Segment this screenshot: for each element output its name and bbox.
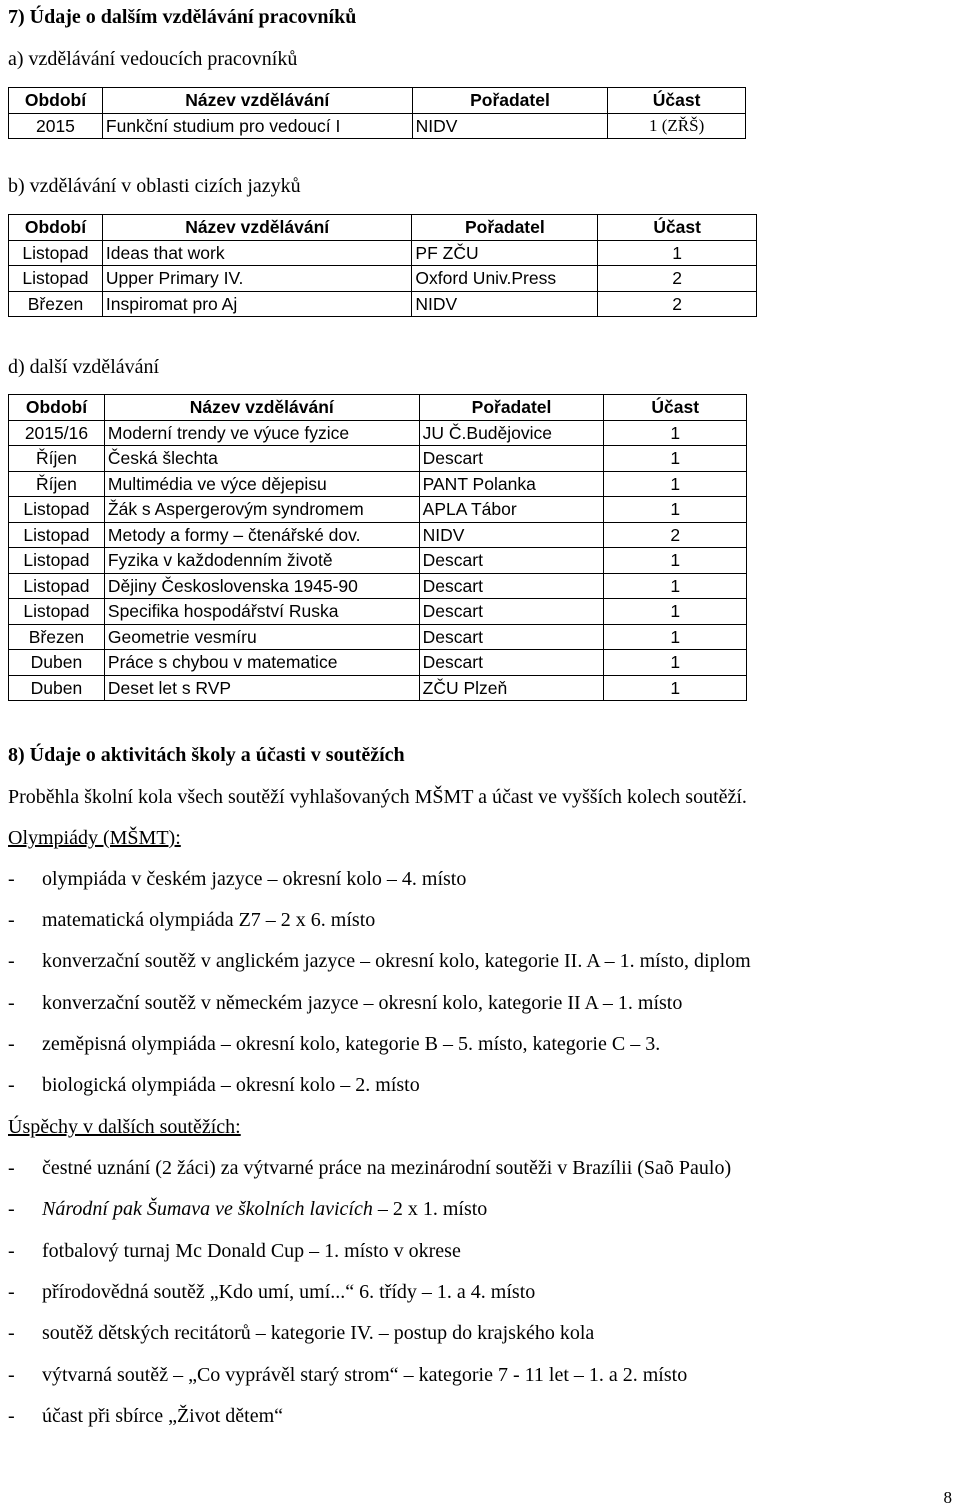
- participation-cell: 1: [604, 599, 747, 625]
- list-dash: -: [8, 1074, 15, 1096]
- period-cell: Listopad: [9, 497, 105, 523]
- organizer-cell: Descart: [419, 650, 604, 676]
- success-text: přírodovědná soutěž „Kdo umí, umí...“ 6. třídy – 1. a 4. místo: [42, 1280, 536, 1303]
- course-name-cell: Deset let s RVP: [104, 675, 419, 701]
- other-successes-label: Úspěchy v dalších soutěžích:: [8, 1116, 241, 1138]
- participation-cell: 2: [598, 266, 757, 292]
- period-cell: Listopad: [9, 548, 105, 574]
- participation-cell: 1: [604, 446, 747, 472]
- success-item: [8, 1405, 283, 1428]
- column-header: Účast: [598, 215, 757, 241]
- column-header: Účast: [604, 395, 747, 421]
- success-item: [8, 1157, 731, 1180]
- success-text: fotbalový turnaj Mc Donald Cup – 1. místo v okrese: [42, 1239, 461, 1262]
- olympiad-text: biologická olympiáda – okresní kolo – 2. místo: [42, 1074, 420, 1096]
- page-number: 8: [943, 1488, 952, 1507]
- column-header: Období: [9, 395, 105, 421]
- list-dash: -: [8, 1157, 15, 1179]
- table-row: [9, 497, 747, 523]
- column-header: Název vzdělávání: [102, 88, 412, 114]
- organizer-cell: Descart: [419, 599, 604, 625]
- list-dash: -: [8, 1239, 15, 1262]
- olympiad-item: [8, 1033, 660, 1056]
- course-name-cell: Práce s chybou v matematice: [104, 650, 419, 676]
- olympiad-text: matematická olympiáda Z7 – 2 x 6. místo: [42, 909, 376, 932]
- olympiad-text: konverzační soutěž v anglickém jazyce – okresní kolo, kategorie II. A – 1. místo, diplom: [42, 950, 751, 973]
- organizer-cell: Descart: [419, 446, 604, 472]
- participation-cell: 2: [604, 522, 747, 548]
- list-dash: -: [8, 1404, 15, 1427]
- list-dash: -: [8, 950, 15, 973]
- table-header-row: [9, 395, 747, 421]
- success-item: [8, 1198, 487, 1221]
- table-row: [9, 522, 747, 548]
- list-dash: -: [8, 868, 15, 890]
- column-header: Pořadatel: [419, 395, 604, 421]
- table-row: [9, 446, 747, 472]
- participation-cell: 1: [604, 548, 747, 574]
- period-cell: Listopad: [9, 266, 103, 292]
- table-row: [9, 240, 757, 266]
- table-row: [9, 599, 747, 625]
- participation-cell: 1: [598, 240, 757, 266]
- period-cell: Listopad: [9, 240, 103, 266]
- period-cell: Listopad: [9, 599, 105, 625]
- olympiad-text: zeměpisná olympiáda – okresní kolo, kategorie B – 5. místo, kategorie C – 3.: [42, 1032, 661, 1055]
- participation-cell: 1: [604, 420, 747, 446]
- section-8-intro: Proběhla školní kola všech soutěží vyhlašovaných MŠMT a účast ve vyšších kolech soutěží.: [8, 786, 747, 808]
- list-dash: -: [8, 991, 15, 1014]
- success-text: výtvarná soutěž – „Co vyprávěl starý strom“ – kategorie 7 - 11 let – 1. a 2. místo: [42, 1363, 688, 1386]
- organizer-cell: NIDV: [419, 522, 604, 548]
- period-cell: 2015/16: [9, 420, 105, 446]
- section-8-heading: 8) Údaje o aktivitách školy a účasti v soutěžích: [8, 744, 405, 766]
- course-name-cell: Geometrie vesmíru: [104, 624, 419, 650]
- table-row: [9, 471, 747, 497]
- olympiad-text: konverzační soutěž v německém jazyce – okresní kolo, kategorie II A – 1. místo: [42, 991, 683, 1014]
- organizer-cell: ZČU Plzeň: [419, 675, 604, 701]
- participation-cell: 1: [604, 497, 747, 523]
- course-name-cell: Multimédia ve výce dějepisu: [104, 471, 419, 497]
- table-row: [9, 573, 747, 599]
- participation-cell: 1 (ZŘŠ): [608, 113, 746, 139]
- organizer-cell: NIDV: [412, 113, 608, 139]
- success-text: – 2 x 1. místo: [372, 1198, 488, 1221]
- table-row: [9, 420, 747, 446]
- olympiad-item: [8, 950, 751, 973]
- list-dash: -: [8, 1280, 15, 1303]
- participation-cell: 1: [604, 624, 747, 650]
- organizer-cell: Descart: [419, 548, 604, 574]
- success-item: [8, 1364, 687, 1387]
- course-name-cell: Moderní trendy ve výuce fyzice: [104, 420, 419, 446]
- period-cell: Duben: [9, 650, 105, 676]
- table-other-education: [8, 394, 747, 701]
- period-cell: Březen: [9, 624, 105, 650]
- column-header: Účast: [608, 88, 746, 114]
- table-row: [9, 650, 747, 676]
- organizer-cell: APLA Tábor: [419, 497, 604, 523]
- period-cell: Březen: [9, 291, 103, 317]
- table-row: [9, 624, 747, 650]
- column-header: Období: [9, 215, 103, 241]
- success-text: čestné uznání (2 žáci) za výtvarné práce na mezinárodní soutěži v Brazílii (Saõ Paulo): [42, 1157, 732, 1179]
- course-name-cell: Metody a formy – čtenářské dov.: [104, 522, 419, 548]
- list-dash: -: [8, 1032, 15, 1055]
- list-dash: -: [8, 1198, 15, 1221]
- olympiad-item: [8, 909, 375, 932]
- table-header-row: [9, 215, 757, 241]
- period-cell: Duben: [9, 675, 105, 701]
- section-7-heading: 7) Údaje o dalším vzdělávání pracovníků: [8, 6, 357, 28]
- period-cell: Listopad: [9, 522, 105, 548]
- success-italic-title: Národní pak Šumava ve školních lavicích: [42, 1198, 373, 1221]
- course-name-cell: Fyzika v každodenním životě: [104, 548, 419, 574]
- table-row: [9, 548, 747, 574]
- organizer-cell: PANT Polanka: [419, 471, 604, 497]
- table-row: [9, 113, 746, 139]
- olympiad-text: olympiáda v českém jazyce – okresní kolo – 4. místo: [42, 868, 467, 890]
- period-cell: Říjen: [9, 446, 105, 472]
- success-text: účast při sbírce „Život dětem“: [42, 1404, 284, 1427]
- olympiads-label: Olympiády (MŠMT):: [8, 827, 181, 849]
- olympiad-item: [8, 992, 682, 1015]
- column-header: Název vzdělávání: [104, 395, 419, 421]
- subsection-b-label: b) vzdělávání v oblasti cizích jazyků: [8, 175, 301, 197]
- column-header: Pořadatel: [412, 88, 608, 114]
- course-name-cell: Žák s Aspergerovým syndromem: [104, 497, 419, 523]
- subsection-d-label: d) další vzdělávání: [8, 356, 160, 378]
- subsection-a-label: a) vzdělávání vedoucích pracovníků: [8, 48, 298, 70]
- course-name-cell: Inspiromat pro Aj: [102, 291, 412, 317]
- course-name-cell: Funkční studium pro vedoucí I: [102, 113, 412, 139]
- course-name-cell: Česká šlechta: [104, 446, 419, 472]
- table-row: [9, 675, 747, 701]
- participation-cell: 1: [604, 573, 747, 599]
- organizer-cell: JU Č.Budějovice: [419, 420, 604, 446]
- column-header: Název vzdělávání: [102, 215, 412, 241]
- organizer-cell: PF ZČU: [412, 240, 598, 266]
- participation-cell: 1: [604, 650, 747, 676]
- success-item: [8, 1240, 461, 1263]
- course-name-cell: Upper Primary IV.: [102, 266, 412, 292]
- success-item: [8, 1281, 535, 1304]
- participation-cell: 1: [604, 675, 747, 701]
- organizer-cell: Oxford Univ.Press: [412, 266, 598, 292]
- table-row: [9, 291, 757, 317]
- column-header: Období: [9, 88, 103, 114]
- table-leaders-education: [8, 87, 746, 139]
- course-name-cell: Specifika hospodářství Ruska: [104, 599, 419, 625]
- list-dash: -: [8, 1363, 15, 1386]
- table-language-education: [8, 214, 757, 317]
- success-item: [8, 1322, 594, 1345]
- period-cell: Listopad: [9, 573, 105, 599]
- participation-cell: 1: [604, 471, 747, 497]
- success-text: soutěž dětských recitátorů – kategorie IV. – postup do krajského kola: [42, 1322, 595, 1345]
- column-header: Pořadatel: [412, 215, 598, 241]
- list-dash: -: [8, 1322, 15, 1345]
- table-header-row: [9, 88, 746, 114]
- participation-cell: 2: [598, 291, 757, 317]
- course-name-cell: Dějiny Československa 1945-90: [104, 573, 419, 599]
- olympiad-item: [8, 1074, 420, 1097]
- organizer-cell: Descart: [419, 624, 604, 650]
- period-cell: 2015: [9, 113, 103, 139]
- olympiad-item: [8, 868, 466, 891]
- organizer-cell: Descart: [419, 573, 604, 599]
- period-cell: Říjen: [9, 471, 105, 497]
- course-name-cell: Ideas that work: [102, 240, 412, 266]
- table-row: [9, 266, 757, 292]
- list-dash: -: [8, 909, 15, 932]
- organizer-cell: NIDV: [412, 291, 598, 317]
